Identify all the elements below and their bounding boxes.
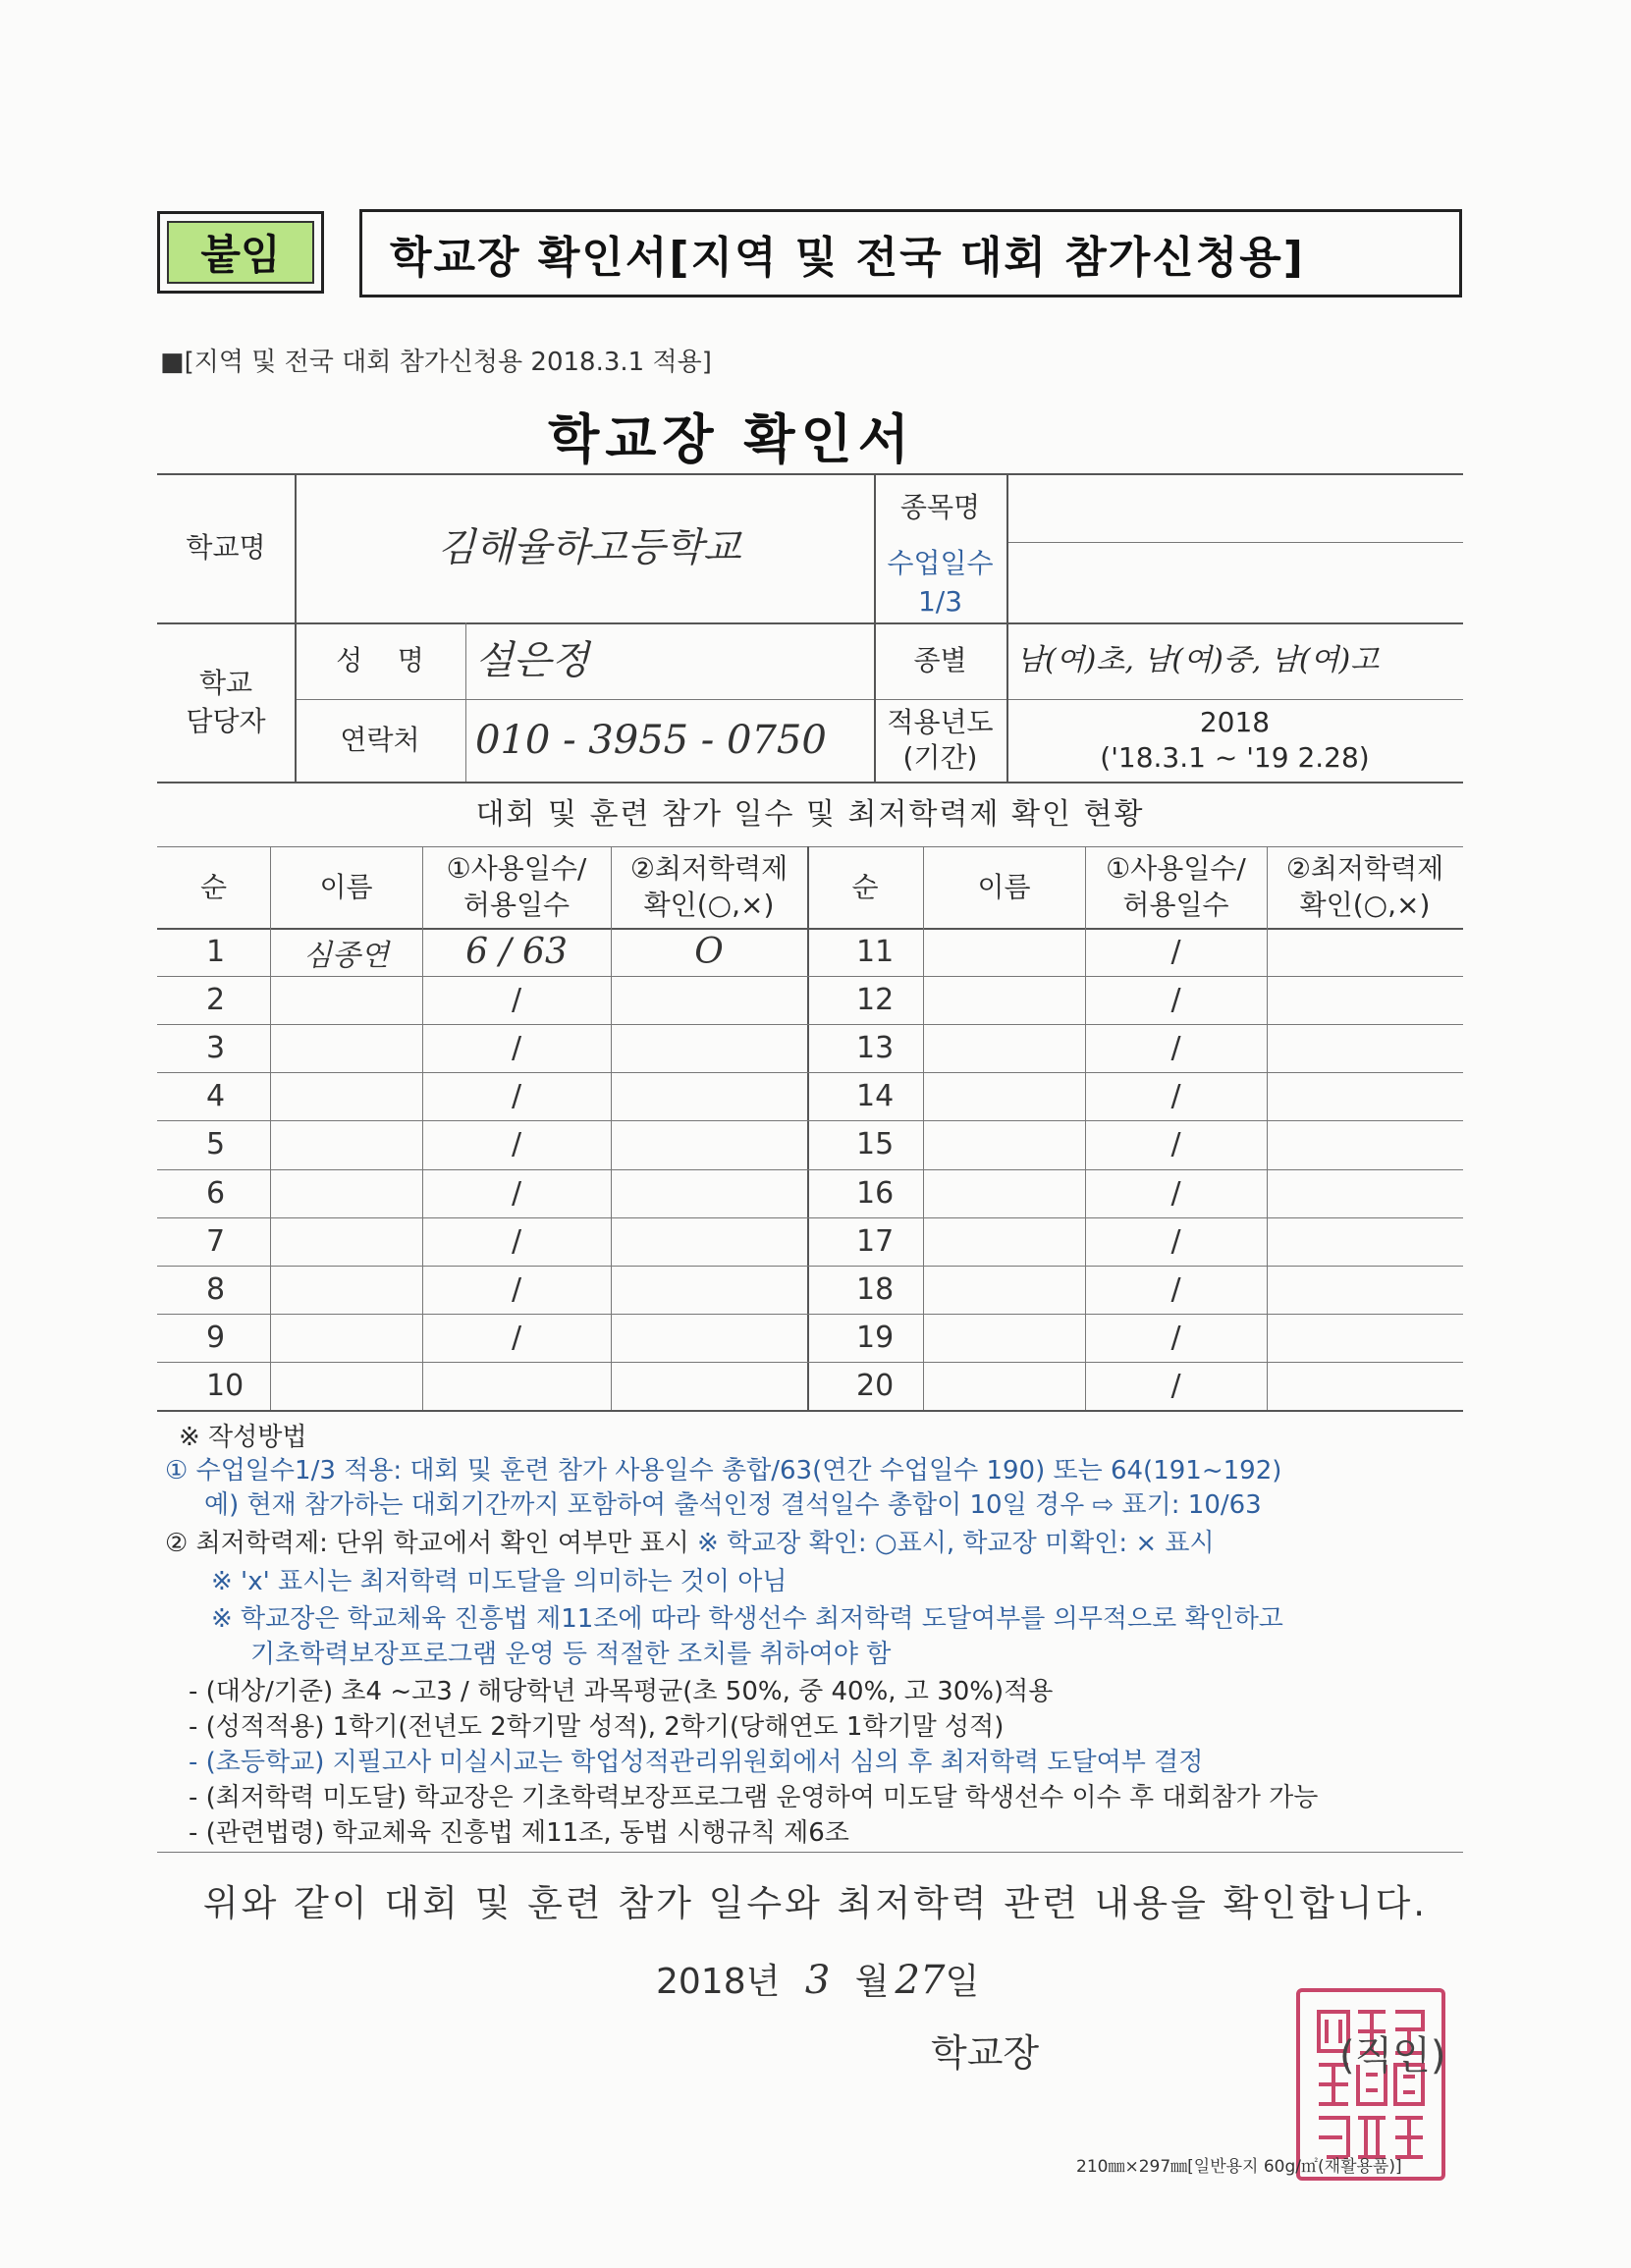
date-day: 27 xyxy=(895,1958,946,2003)
class-days-label-line2: 1/3 xyxy=(917,585,963,618)
table-cell-days xyxy=(422,1362,611,1410)
manager-label xyxy=(157,622,295,782)
table-cell-name: 심종연 xyxy=(303,938,389,973)
table-cell-name xyxy=(923,1120,1085,1168)
year-label-line1: 적용년도 xyxy=(887,705,994,738)
table-cell-num: 13 xyxy=(856,1031,895,1066)
table-cell-min xyxy=(611,1169,807,1217)
school-name-value: 김해율하고등학교 xyxy=(437,525,741,570)
table-cell-days: / xyxy=(1170,1175,1181,1211)
form-subnote: ■[지역 및 전국 대회 참가신청용 2018.3.1 적용] xyxy=(160,348,712,377)
table-cell-days: / xyxy=(1170,1271,1181,1307)
table-cell-name xyxy=(923,976,1085,1024)
table-cell-num: 7 xyxy=(206,1223,226,1259)
table-cell-days: / xyxy=(1170,1079,1181,1114)
table-cell-name xyxy=(923,1217,1085,1266)
table-cell-days: / xyxy=(1170,983,1181,1018)
table-cell-min xyxy=(611,1024,807,1072)
table-cell-min xyxy=(1267,1266,1463,1314)
header-title: 학교장 확인서[지역 및 전국 대회 참가신청용] xyxy=(359,209,1462,297)
table-cell-days: / xyxy=(1170,1368,1181,1403)
table-cell-days: / xyxy=(511,1320,522,1355)
event-value xyxy=(1006,473,1463,542)
table-cell-num: 20 xyxy=(856,1368,895,1403)
table-cell-name xyxy=(923,1362,1085,1410)
table-cell-num: 1 xyxy=(206,935,226,970)
table-cell-num: 17 xyxy=(856,1223,895,1259)
manager-label-line1: 학교 xyxy=(198,666,253,699)
table-cell-name xyxy=(270,976,422,1024)
table-cell-days: / xyxy=(511,1079,522,1114)
header-days-right-line1: ①사용일수/ xyxy=(1106,852,1246,886)
class-days-label-line1: 수업일수 xyxy=(887,546,994,579)
instructions-line-3b: ※ 학교장 확인: ○표시, 학교장 미확인: × 표시 xyxy=(697,1529,1215,1558)
attachment-label: 붙임 xyxy=(167,221,314,284)
instructions-line-11: - (관련법령) 학교체육 진흥법 제11조, 동법 시행규칙 제6조 xyxy=(189,1818,849,1848)
table-cell-min xyxy=(611,1266,807,1314)
table-cell-days: / xyxy=(1170,1223,1181,1259)
table-cell-min xyxy=(1267,1072,1463,1120)
year-label-line2: (기간) xyxy=(902,741,978,774)
table-cell-name xyxy=(923,1266,1085,1314)
header-days-left-line1: ①사용일수/ xyxy=(446,852,587,886)
table-cell-min xyxy=(1267,976,1463,1024)
table-cell-days: / xyxy=(511,1127,522,1162)
instructions-line-6: 기초학력보장프로그램 운영 등 적절한 조치를 취하여야 함 xyxy=(250,1640,892,1669)
principal-label: 학교장 xyxy=(931,2031,1040,2075)
table-cell-days: / xyxy=(1170,1031,1181,1066)
table-cell-min: O xyxy=(694,932,724,973)
header-days-left-line2: 허용일수 xyxy=(462,888,571,921)
gender-value: 남(여)초, 남(여)중, 남(여)고 xyxy=(1016,643,1380,677)
confirmation-statement: 위와 같이 대회 및 훈련 참가 일수와 최저학력 관련 내용을 확인합니다. xyxy=(202,1882,1429,1924)
date-year: 2018년 xyxy=(656,1962,781,2002)
year-label xyxy=(874,699,1006,782)
header-num-right: 순 xyxy=(851,870,879,903)
manager-contact-value: 010 - 3955 - 0750 xyxy=(475,718,827,763)
table-cell-min xyxy=(611,976,807,1024)
table-cell-num: 14 xyxy=(856,1079,895,1114)
header-num-left: 순 xyxy=(199,870,228,903)
table-cell-name xyxy=(270,1169,422,1217)
table-cell-name xyxy=(270,1072,422,1120)
header-min-left-line1: ②최저학력제 xyxy=(629,852,788,886)
table-cell-num: 18 xyxy=(856,1271,895,1307)
table-cell-name xyxy=(923,1072,1085,1120)
table-cell-days: / xyxy=(1170,1127,1181,1162)
table-cell-min xyxy=(1267,1314,1463,1362)
table-cell-name xyxy=(270,1024,422,1072)
table-cell-num: 2 xyxy=(206,983,226,1018)
instructions-line-10: - (최저학력 미도달) 학교장은 기초학력보장프로그램 운영하여 미도달 학생선수 이수 후 대회참가 가능 xyxy=(189,1783,1319,1812)
seal-label: (직인) xyxy=(1339,2033,1446,2079)
table-cell-name xyxy=(270,1314,422,1362)
table-cell-min xyxy=(1267,1120,1463,1168)
year-value xyxy=(1006,699,1463,782)
table-cell-days: / xyxy=(511,1271,522,1307)
table-cell-name xyxy=(923,1024,1085,1072)
table-cell-days: 6 / 63 xyxy=(465,932,568,973)
header-min-right-line2: 확인(○,×) xyxy=(1299,888,1431,921)
table-cell-num: 8 xyxy=(206,1271,226,1307)
gender-label: 종별 xyxy=(913,644,967,677)
table-cell-days: / xyxy=(511,983,522,1018)
instructions-line-7: - (대상/기준) 초4 ~고3 / 해당학년 과목평균(초 50%, 중 40%, 고 30%)적용 xyxy=(189,1677,1054,1706)
confirmation-date xyxy=(656,1954,979,2004)
instructions-line-1: ① 수업일수1/3 적용: 대회 및 훈련 참가 사용일수 총합/63(연간 수업일수 190) 또는 64(191~192) xyxy=(165,1456,1282,1485)
table-cell-num: 6 xyxy=(206,1175,226,1211)
table-cell-name xyxy=(270,1120,422,1168)
instructions-heading: ※ 작성방법 xyxy=(179,1423,307,1452)
date-month-label: 월 xyxy=(854,1962,890,2002)
instructions-line-5: ※ 학교장은 학교체육 진흥법 제11조에 따라 학생선수 최저학력 도달여부를 의무적으로 확인하고 xyxy=(211,1604,1283,1634)
paper-specification: 210㎜×297㎜[일반용지 60g/㎡(재활용품)] xyxy=(1076,2157,1402,2177)
date-month: 3 xyxy=(804,1958,831,2003)
year-value-line2: ('18.3.1 ~ '19 2.28) xyxy=(1100,741,1370,774)
instructions-line-2: 예) 현재 참가하는 대회기간까지 포함하여 출석인정 결석일수 총합이 10일 경우 ⇨ 표기: 10/63 xyxy=(204,1490,1262,1520)
table-cell-min xyxy=(611,1362,807,1410)
document-title: 학교장 확인서 xyxy=(548,408,915,470)
table-cell-num: 16 xyxy=(856,1175,895,1211)
table-cell-num: 11 xyxy=(856,935,895,970)
manager-label-line2: 담당자 xyxy=(186,705,266,737)
instructions-line-3a: ② 최저학력제: 단위 학교에서 확인 여부만 표시 xyxy=(165,1529,698,1558)
table-cell-min xyxy=(611,1217,807,1266)
table-cell-days: / xyxy=(511,1175,522,1211)
header-min-left xyxy=(611,846,807,928)
table-cell-min xyxy=(611,1120,807,1168)
table-cell-days: / xyxy=(511,1223,522,1259)
instructions-divider xyxy=(157,1852,1463,1853)
instructions-line-9: - (초등학교) 지필고사 미실시교는 학업성적관리위원회에서 심의 후 최저학력 도달여부 결정 xyxy=(189,1748,1204,1777)
table-cell-min xyxy=(1267,1024,1463,1072)
class-days-label xyxy=(874,542,1006,622)
manager-name-label: 성 명 xyxy=(336,644,424,677)
table-cell-min xyxy=(611,1072,807,1120)
manager-name-value: 설은정 xyxy=(475,638,589,683)
header-days-right-line2: 허용일수 xyxy=(1122,888,1229,921)
header-days-left xyxy=(422,846,611,928)
table-cell-num: 4 xyxy=(206,1079,226,1114)
table-cell-num: 9 xyxy=(206,1320,226,1355)
table-cell-min xyxy=(1267,1217,1463,1266)
table-cell-name xyxy=(270,1266,422,1314)
participation-table-title: 대회 및 훈련 참가 일수 및 최저학력제 확인 현황 xyxy=(475,797,1145,832)
table-cell-name xyxy=(270,1362,422,1410)
instructions-line-8: - (성적적용) 1학기(전년도 2학기말 성적), 2학기(당해연도 1학기말 성적) xyxy=(189,1712,1005,1742)
table-cell-min xyxy=(611,1314,807,1362)
table-cell-name xyxy=(270,1217,422,1266)
event-label: 종목명 xyxy=(899,491,981,524)
header-name-left: 이름 xyxy=(319,870,373,903)
table-cell-name xyxy=(923,1314,1085,1362)
table-cell-num: 5 xyxy=(206,1127,226,1162)
table-cell-min xyxy=(1267,1362,1463,1410)
table-cell-num: 10 xyxy=(206,1368,245,1403)
header-days-right xyxy=(1085,846,1267,928)
header-min-right-line1: ②최저학력제 xyxy=(1285,852,1444,886)
attachment-label-box xyxy=(157,211,324,294)
table-cell-days: / xyxy=(1170,935,1181,970)
table-cell-num: 12 xyxy=(856,983,895,1018)
table-cell-num: 19 xyxy=(856,1320,895,1355)
table-cell-num: 3 xyxy=(206,1031,226,1066)
instructions-line-3 xyxy=(165,1528,1215,1561)
table-cell-days: / xyxy=(511,1031,522,1066)
date-day-label: 일 xyxy=(945,1962,980,2002)
header-min-right xyxy=(1267,846,1463,928)
header-min-left-line2: 확인(○,×) xyxy=(643,888,775,921)
year-value-line1: 2018 xyxy=(1199,705,1271,738)
table-cell-name xyxy=(923,1169,1085,1217)
table-cell-min xyxy=(1267,1169,1463,1217)
instructions-line-4: ※ 'x' 표시는 최저학력 미도달을 의미하는 것이 아님 xyxy=(211,1567,788,1596)
table-cell-min xyxy=(1267,928,1463,976)
table-cell-name xyxy=(923,928,1085,976)
table-cell-num: 15 xyxy=(856,1127,895,1162)
table-cell-days: / xyxy=(1170,1320,1181,1355)
header-name-right: 이름 xyxy=(977,870,1031,903)
school-name-label: 학교명 xyxy=(186,531,266,565)
manager-contact-label: 연락처 xyxy=(340,724,420,757)
